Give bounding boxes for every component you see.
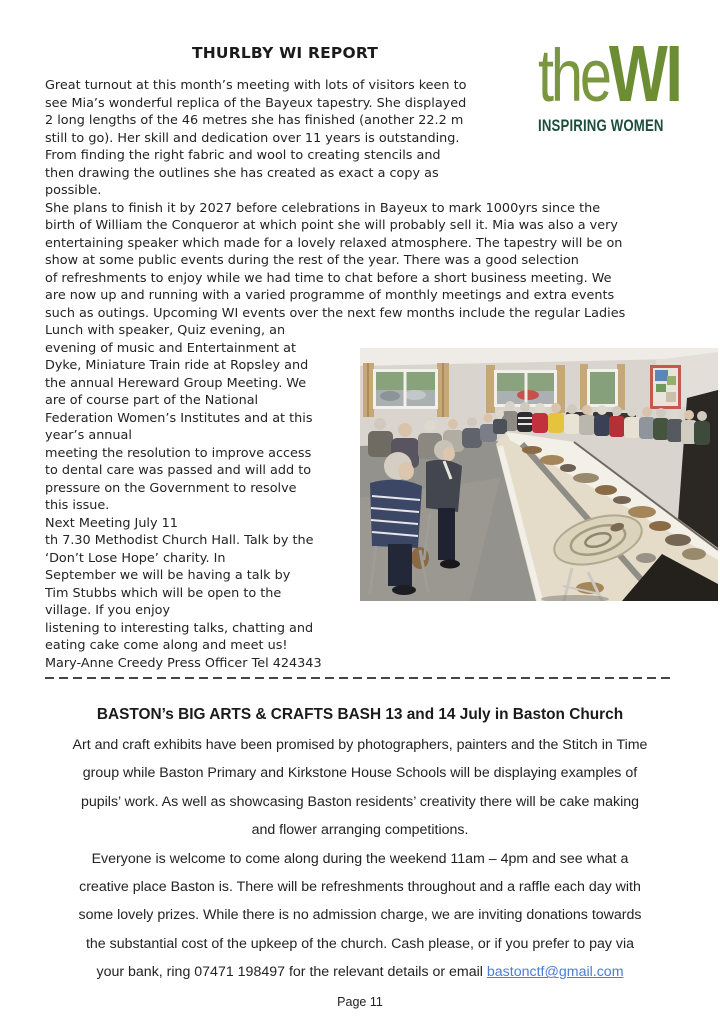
text-line: see Mia’s wonderful replica of the Bayeux tapestry. She displayed bbox=[45, 95, 467, 111]
text-line: Everyone is welcome to come along during the weekend 11am – 4pm and see what a bbox=[91, 850, 629, 867]
baston-paragraph-2 bbox=[45, 845, 675, 959]
text-line: evening of music and Entertainment at bbox=[45, 340, 297, 356]
wi-logo bbox=[538, 29, 720, 136]
text-line: She plans to finish it by 2027 before celebrations in Bayeux to mark 1000yrs since the bbox=[45, 200, 601, 216]
email-line-text: your bank, ring 07471 198497 for the relevant details or email bbox=[96, 964, 487, 981]
text-line: such as outings. Upcoming WI events over the next few months include the regular Ladies bbox=[45, 305, 626, 321]
text-line: Next Meeting July 11 bbox=[45, 515, 178, 531]
text-line: meeting the resolution to improve access bbox=[45, 445, 312, 461]
text-line: are of course part of the National bbox=[45, 393, 259, 408]
text-line: birth of William the Conqueror at which point she will probably sell it. Mia was also a very bbox=[45, 218, 618, 233]
text-line: to dental care was passed and will add to bbox=[45, 463, 312, 478]
text-line: September we will be having a talk by bbox=[45, 568, 291, 583]
report-intro-paragraph bbox=[45, 77, 523, 200]
text-line: Dyke, Miniature Train ride at Ropsley and bbox=[45, 358, 309, 373]
dashed-separator bbox=[45, 677, 673, 679]
text-line: Tim Stubbs which will be open to the bbox=[45, 585, 282, 601]
text-line: are now up and running with a varied programme of monthly meetings and extra events bbox=[45, 288, 615, 303]
text-line: possible. bbox=[45, 183, 102, 198]
text-line: and flower arranging competitions. bbox=[251, 822, 469, 839]
text-line: village. If you enjoy bbox=[45, 603, 171, 618]
text-line: eating cake come along and meet us! bbox=[45, 638, 288, 653]
page-title: THURLBY WI REPORT bbox=[191, 44, 379, 62]
text-line: Art and craft exhibits have been promised by photographers, painters and the Stitch in Time bbox=[72, 737, 648, 753]
wi-logo-the: the bbox=[538, 34, 609, 117]
text-line: the annual Hereward Group Meeting. We bbox=[45, 375, 307, 391]
baston-paragraph-2-last-line bbox=[45, 958, 675, 986]
text-line: Mary-Anne Creedy Press Officer Tel 424343 bbox=[45, 655, 322, 671]
report-body-paragraph bbox=[45, 200, 677, 323]
meeting-photo bbox=[360, 348, 718, 601]
text-line: Lunch with speaker, Quiz evening, an bbox=[45, 323, 286, 338]
text-line: pupils’ work. As well as showcasing Baston residents’ creativity there will be cake making bbox=[80, 793, 640, 810]
text-line: creative place Baston is. There will be refreshments throughout and a raffle each day with bbox=[79, 879, 641, 896]
wi-logo-wi: WI bbox=[608, 29, 681, 118]
text-line: then drawing the outlines she has created as exact a copy as bbox=[45, 165, 439, 181]
text-line: ‘Don’t Lose Hope’ charity. In bbox=[45, 550, 226, 566]
photo-notice-board bbox=[650, 365, 681, 409]
text-line: listening to interesting talks, chatting and bbox=[45, 620, 314, 636]
report-column-paragraph bbox=[45, 322, 359, 672]
text-line: entertaining speaker which made for a lovely relaxed atmosphere. The tapestry will be on bbox=[45, 235, 623, 251]
text-line: Federation Women’s Institutes and at this bbox=[45, 410, 313, 426]
page-number: Page 11 bbox=[337, 994, 383, 1009]
text-line: of refreshments to enjoy while we had time to chat before a short business meeting. We bbox=[45, 270, 612, 286]
text-line: the substantial cost of the upkeep of the church. Cash please, or if you prefer to pay via bbox=[85, 935, 635, 952]
baston-paragraph-1 bbox=[45, 731, 675, 845]
text-line: Great turnout at this month’s meeting with lots of visitors keen to bbox=[45, 78, 467, 93]
email-link[interactable]: bastonctf@gmail.com bbox=[486, 964, 624, 981]
wi-logo-wordmark bbox=[538, 29, 681, 118]
text-line: From finding the right fabric and wool to creating stencils and bbox=[45, 148, 441, 163]
text-line: 2 long lengths of the 46 metres she has finished (another 22.2 m bbox=[45, 113, 464, 128]
text-line: th 7.30 Methodist Church Hall. Talk by the bbox=[45, 533, 314, 548]
text-line: this issue. bbox=[45, 498, 110, 513]
text-line: group while Baston Primary and Kirkstone House Schools will be displaying examples of bbox=[82, 765, 638, 782]
text-line: pressure on the Government to resolve bbox=[45, 480, 297, 496]
text-line: show at some public events during the rest of the year. There was a good selection bbox=[45, 253, 579, 268]
wi-logo-tagline: INSPIRING WOMEN bbox=[538, 117, 664, 135]
text-line: still to go). Her skill and dedication over 11 years is outstanding. bbox=[45, 130, 460, 146]
baston-heading: BASTON’s BIG ARTS & CRAFTS BASH 13 and 14 July in Baston Church bbox=[96, 706, 624, 723]
text-line: some lovely prizes. While there is no admission charge, we are inviting donations towards bbox=[78, 907, 642, 924]
text-line: year’s annual bbox=[45, 428, 132, 443]
